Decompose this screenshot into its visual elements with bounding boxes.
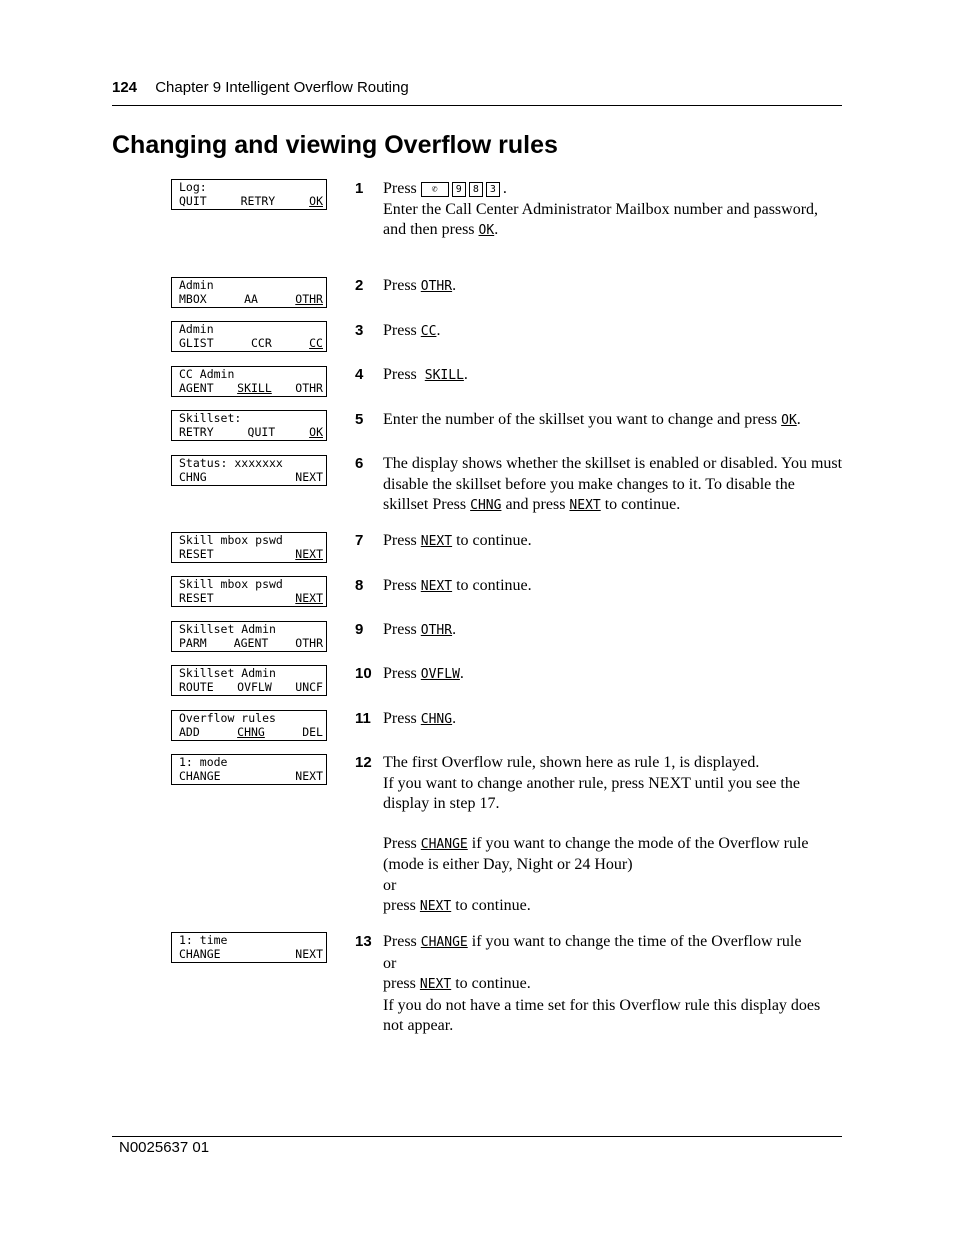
display-skillset-admin-route: Skillset Admin ROUTE OVFLW UNCF [171, 665, 327, 696]
header-rule [112, 105, 842, 106]
display-admin-mbox: Admin MBOX AA OTHR [171, 277, 327, 308]
display-admin-glist: Admin GLIST CCR CC [171, 321, 327, 352]
document-number: N0025637 01 [119, 1139, 210, 1156]
softkey-next: NEXT [420, 579, 453, 594]
softkey-change: CHANGE [420, 836, 468, 852]
dial-key-8: 8 [469, 182, 483, 197]
page-number: 124 [112, 79, 138, 96]
display-skillset: Skillset: RETRY QUIT OK [171, 410, 327, 441]
softkey-cc: CC [420, 324, 437, 339]
softkey-othr: OTHR [420, 279, 453, 294]
display-cc-admin: CC Admin AGENT SKILL OTHR [171, 366, 327, 397]
softkey-ovflw: OVFLW [420, 667, 460, 682]
display-skill-mbox-pswd-2: Skill mbox pswd RESET NEXT [171, 576, 327, 607]
display-rule-time: 1: time CHANGE NEXT [171, 932, 327, 963]
chapter-title: Chapter 9 Intelligent Overflow Routing [155, 79, 409, 96]
softkey-skill: SKILL [424, 368, 464, 383]
page-header [112, 79, 842, 96]
softkey-chng: CHNG [420, 712, 453, 727]
softkey-next: NEXT [569, 498, 601, 513]
softkey-ok: OK [781, 413, 797, 428]
dial-key-9: 9 [452, 182, 466, 197]
section-title: Changing and viewing Overflow rules [112, 131, 558, 159]
softkey-othr: OTHR [420, 623, 453, 638]
display-rule-mode: 1: mode CHANGE NEXT [171, 754, 327, 785]
softkey-next: NEXT [419, 899, 452, 914]
softkey-change: CHANGE [420, 935, 468, 950]
display-status: Status: xxxxxxx CHNG NEXT [171, 455, 327, 486]
footer-rule [112, 1136, 842, 1137]
softkey-chng: CHNG [470, 498, 502, 513]
display-overflow-rules: Overflow rules ADD CHNG DEL [171, 710, 327, 741]
display-skillset-admin-parm: Skillset Admin PARM AGENT OTHR [171, 621, 327, 652]
feature-key-icon: ✆ [421, 182, 449, 197]
softkey-ok: OK [478, 223, 495, 238]
softkey-next: NEXT [420, 534, 453, 549]
softkey-next: NEXT [419, 977, 452, 992]
dial-key-3: 3 [486, 182, 500, 197]
display-skill-mbox-pswd: Skill mbox pswd RESET NEXT [171, 532, 327, 563]
display-log: Log: QUIT RETRY OK [171, 179, 327, 210]
